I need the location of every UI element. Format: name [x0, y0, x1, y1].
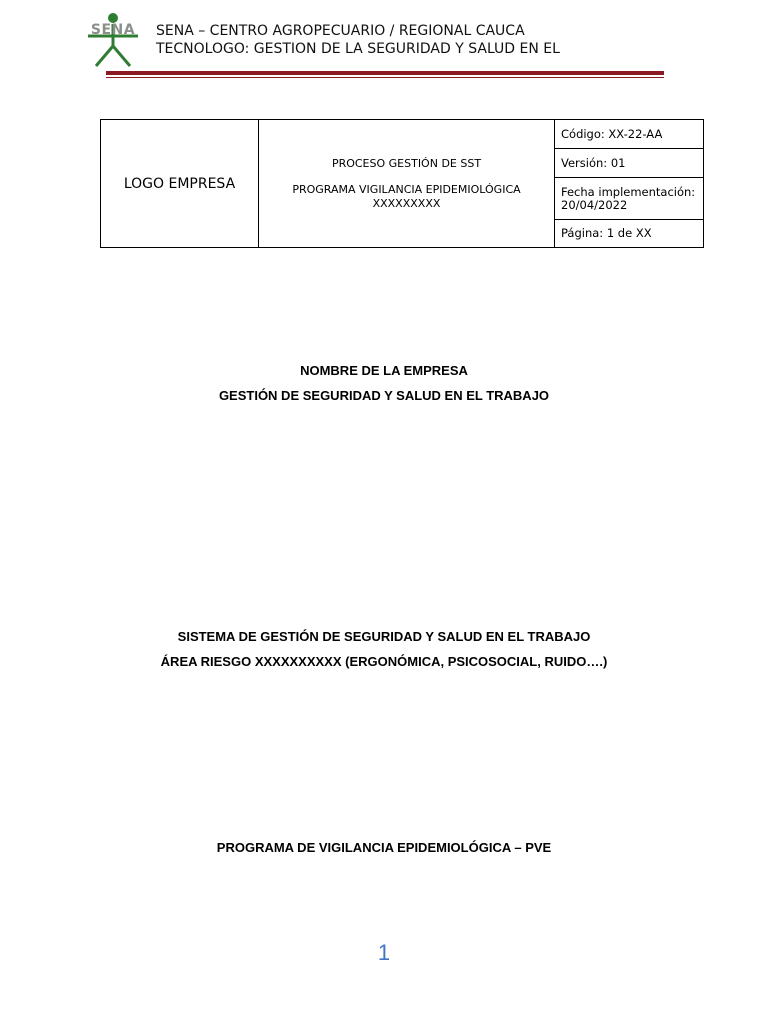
header-rule-thick — [106, 71, 664, 75]
implementation-date-cell: Fecha implementación: 20/04/2022 — [555, 178, 704, 220]
company-logo-placeholder: LOGO EMPRESA — [101, 120, 259, 248]
header-line-1: SENA – CENTRO AGROPECUARIO / REGIONAL CAUCA — [156, 23, 525, 39]
process-title: PROCESO GESTIÓN DE SST — [331, 156, 482, 170]
code-cell: Código: XX-22-AA — [555, 120, 704, 149]
page-number: 1 — [377, 940, 391, 965]
program-title: PROGRAMA VIGILANCIA EPIDEMIOLÓGICA XXXXXXXXX — [292, 182, 521, 210]
document-control-table — [100, 119, 704, 248]
header-text — [156, 22, 560, 58]
system-title: SISTEMA DE GESTIÓN DE SEGURIDAD Y SALUD EN EL TRABAJO — [177, 629, 591, 644]
sena-logo — [82, 12, 144, 68]
header-rule-thin — [106, 77, 664, 78]
header-line-2: TECNOLOGO: GESTION DE LA SEGURIDAD Y SALUD EN EL — [156, 41, 560, 57]
management-title: GESTIÓN DE SEGURIDAD Y SALUD EN EL TRABAJO — [218, 388, 550, 403]
process-cell — [259, 120, 555, 248]
risk-area-title: ÁREA RIESGO XXXXXXXXXX (ERGONÓMICA, PSICOSOCIAL, RUIDO….) — [160, 654, 608, 669]
company-name: NOMBRE DE LA EMPRESA — [300, 363, 468, 378]
version-cell: Versión: 01 — [555, 149, 704, 178]
sena-figure-icon — [82, 12, 144, 68]
sena-logo-text: SENA — [90, 22, 136, 38]
program-name-title: PROGRAMA DE VIGILANCIA EPIDEMIOLÓGICA – PVE — [216, 840, 552, 855]
page-cell: Página: 1 de XX — [555, 220, 704, 248]
